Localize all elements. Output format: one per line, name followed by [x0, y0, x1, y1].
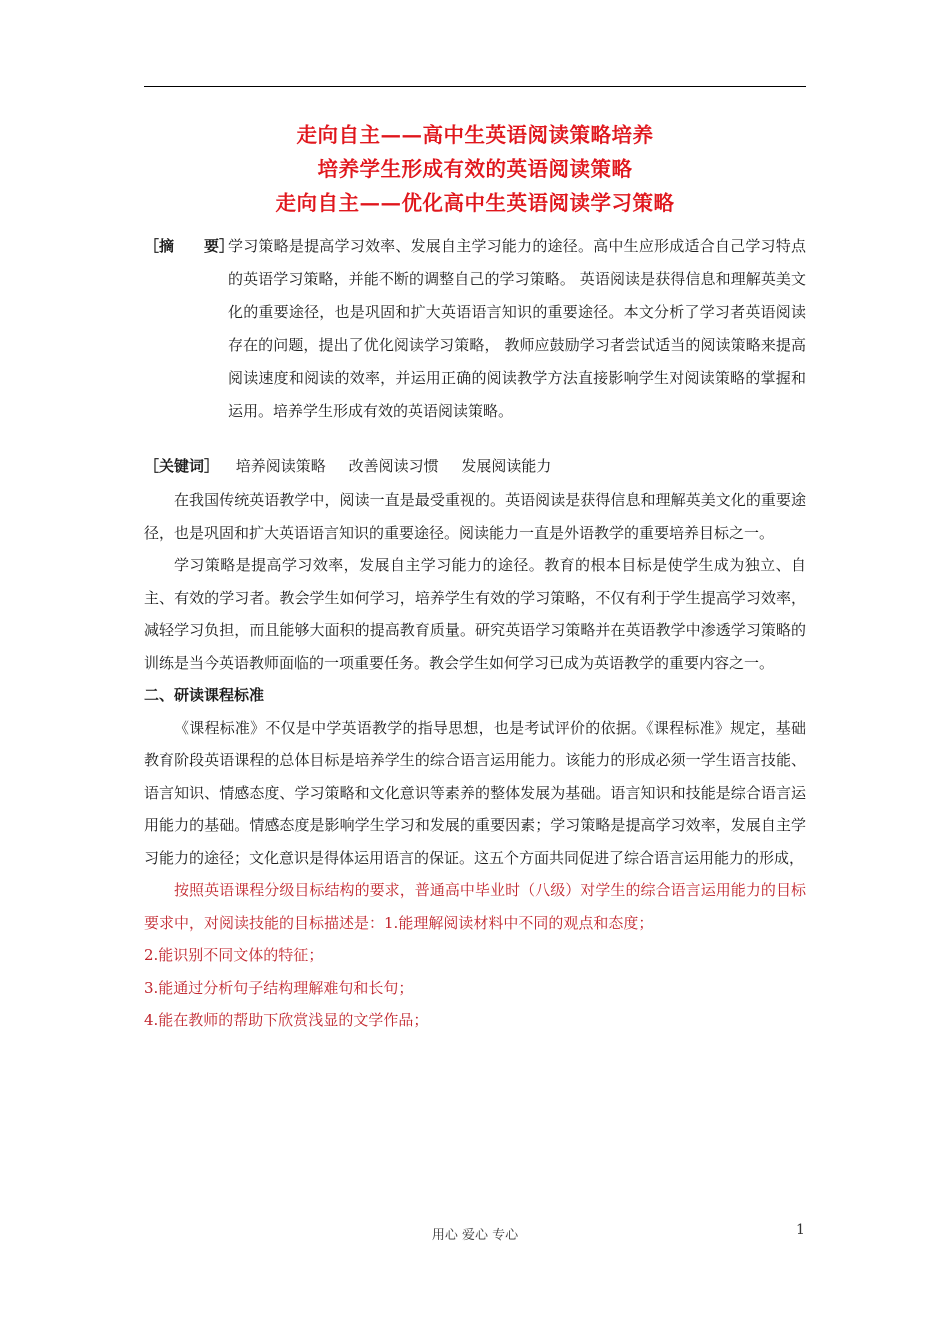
section-paragraph: 《课程标准》不仅是中学英语教学的指导思想，也是考试评价的依据。《课程标准》规定，基础教育阶段英语课程的总体目标是培养学生的综合语言运用能力。该能力的形成必须一学生语言技能、语言知识、情感态度、学习策略和文化意识等素养的整体发展为基础。语言知识和技能是综合语言运用能力的基础。情感态度是影响学生学习和发展的重要因素；学习策略是提高学习效率，发展自主学习能力的途径；文化意识是得体运用语言的保证。这五个方面共同促进了综合语言运用能力的形成，	[144, 718, 806, 867]
keyword-item: 改善阅读习惯	[348, 457, 439, 475]
title-line-2: 培养学生形成有效的英语阅读策略	[317, 157, 633, 181]
title-block	[144, 118, 806, 220]
reading-goal-item: 4.能在教师的帮助下欣赏浅显的文学作品；	[144, 1011, 429, 1029]
title-line-1: 走向自主——高中生英语阅读策略培养	[296, 123, 654, 147]
keyword-item: 培养阅读策略	[235, 457, 326, 475]
keywords-block	[144, 451, 806, 481]
keyword-item: 发展阅读能力	[461, 457, 552, 475]
reading-goal-item: 2.能识别不同文体的特征；	[144, 946, 324, 964]
abstract-block	[144, 230, 806, 428]
abstract-label: ［摘 要］	[144, 237, 235, 255]
header-rule	[144, 86, 806, 87]
section-heading: 二、研读课程标准	[144, 686, 265, 704]
abstract-text: 学习策略是提高学习效率、发展自主学习能力的途径。高中生应形成适合自己学习特点的英语学习策略，并能不断的调整自己的学习策略。 英语阅读是获得信息和理解英美文化的重要途径，也是巩固和扩大英语语言知识的重要途径。本文分析了学习者英语阅读存在的问题，提出了优化阅读学习策略， 教师应鼓励学习者尝试适当的阅读策略来提高阅读速度和阅读的效率，并运用正确的阅读教学方法直接影响学生对阅读策略的掌握和运用。培养学生形成有效的英语阅读策略。	[228, 237, 806, 420]
body-paragraph: 在我国传统英语教学中，阅读一直是最受重视的。英语阅读是获得信息和理解英美文化的重要途径，也是巩固和扩大英语语言知识的重要途径。阅读能力一直是外语教学的重要培养目标之一。	[144, 491, 806, 542]
body-paragraph: 学习策略是提高学习效率，发展自主学习能力的途径。教育的根本目标是使学生成为独立、自主、有效的学习者。教会学生如何学习，培养学生有效的学习策略，不仅有利于学生提高学习效率，减轻学习负担，而且能够大面积的提高教育质量。研究英语学习策略并在英语教学中渗透学习策略的训练是当今英语教师面临的一项重要任务。教会学生如何学习已成为英语教学的重要内容之一。	[144, 556, 806, 672]
page-number: 1	[796, 1222, 805, 1238]
reading-goals-paragraph: 按照英语课程分级目标结构的要求，普通高中毕业时（八级）对学生的综合语言运用能力的目标要求中，对阅读技能的目标描述是：1.能理解阅读材料中不同的观点和态度；	[144, 881, 806, 932]
reading-goal-item: 3.能通过分析句子结构理解难句和长句；	[144, 978, 414, 997]
keywords-label: ［关键词］	[144, 457, 220, 475]
body-text	[144, 484, 806, 1037]
footer-motto: 用心 爱心 专心	[431, 1228, 519, 1243]
title-line-3: 走向自主——优化高中生英语阅读学习策略	[275, 191, 675, 215]
